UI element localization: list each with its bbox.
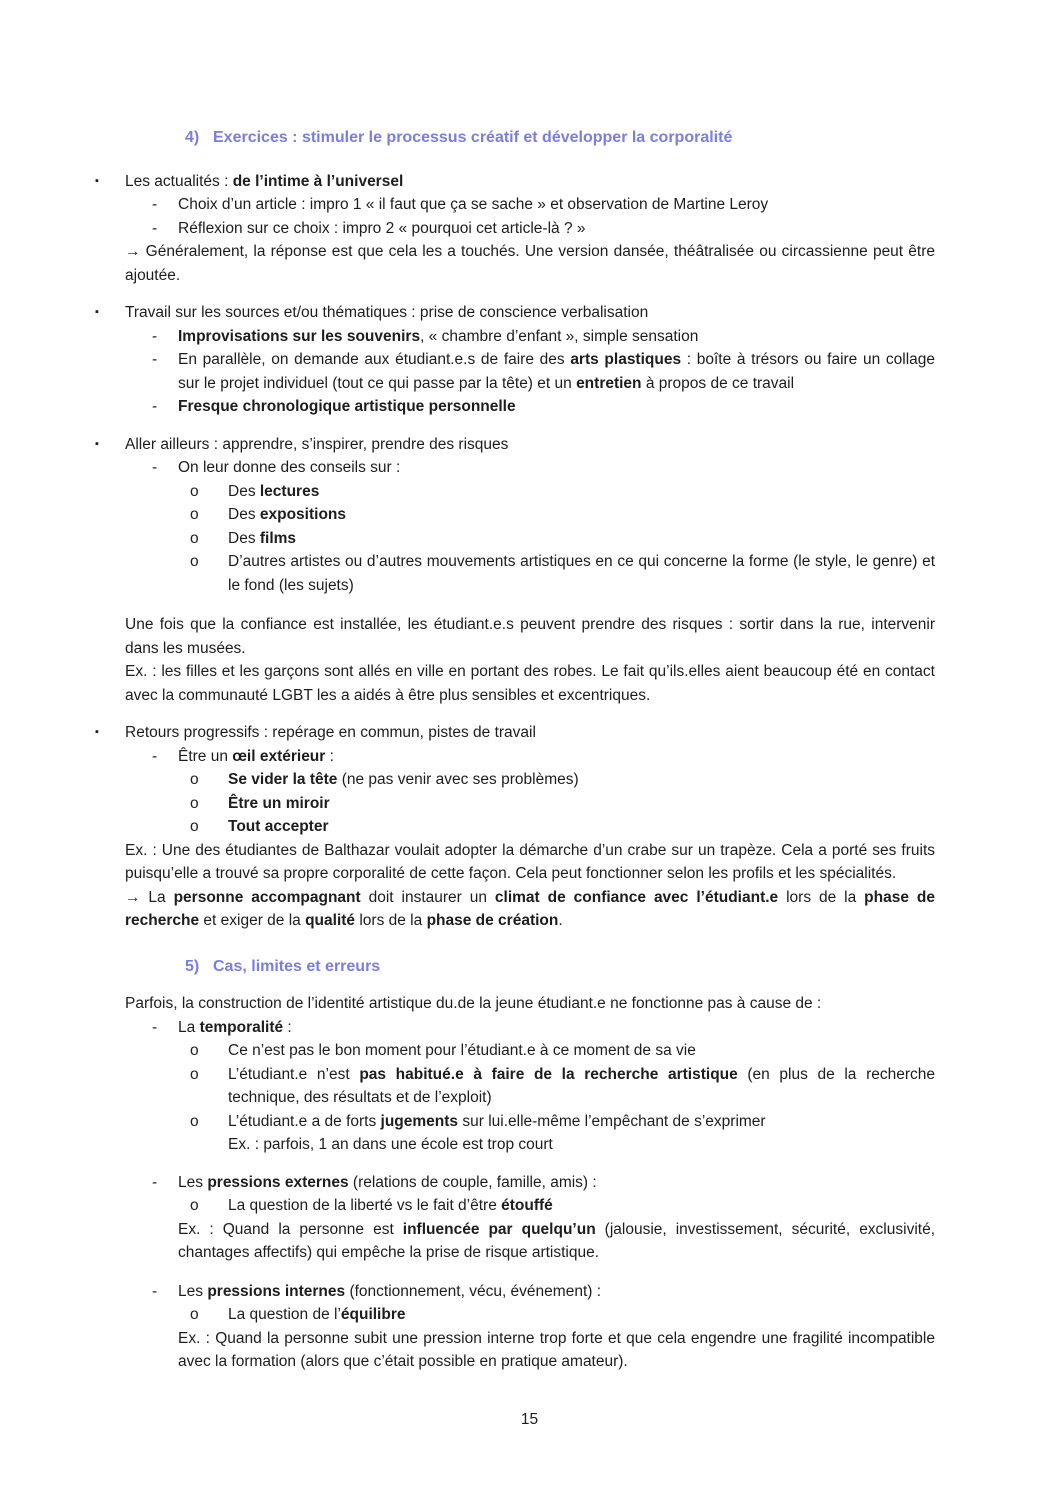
text: Choix d’un article : impro 1 « il faut que ça se sache » et observation de Martine Leroy [178,196,769,213]
paragraph [125,613,935,660]
arrow-paragraph [125,240,935,287]
text-content [178,395,935,419]
spacer [125,597,935,613]
text: Réflexion sur ce choix : impro 2 « pourquoi cet article-là ? » [178,219,586,237]
spacer [125,419,935,433]
text-content [228,503,935,527]
text: Ex. : Quand la personne subit une pression interne trop forte et que cela engendre une fragilité incompatible avec la formation (alors que c’était possible en pratique amateur). [178,1329,935,1370]
spacer [125,707,935,721]
bold-text: Tout accepter [228,818,329,835]
paragraph [228,1133,935,1157]
bold-text: Être un miroir [228,794,330,812]
text-content [228,768,935,792]
text: Aller ailleurs : apprendre, s’inspirer, prendre des risques [125,435,509,453]
text: La question de la liberté vs le fait d’être [228,1197,502,1214]
arrow-paragraph [125,886,935,933]
text-content [178,456,935,480]
paragraph [178,1327,935,1374]
list-item [190,1063,935,1110]
spacer [125,933,935,955]
bullet-marker: - [152,351,158,368]
text: Ex. : les filles et les garçons sont allés en ville en portant des robes. Le fait qu’ils.elles aient beaucoup été en contact avec la communauté LGBT les a aidés à être plus sensibles et excentriques. [125,663,935,704]
text: Travail sur les sources et/ou thématiques : prise de conscience verbalisation [125,304,649,321]
bullet-marker: - [152,196,158,213]
bullet-marker: o [190,794,199,812]
text: Les [178,1173,208,1191]
bold-text: jugements [380,1112,459,1130]
bold-text: Exercices : stimuler le processus créatif et développer la corporalité [213,129,733,146]
paragraph [178,1218,935,1265]
text-content [178,325,935,349]
list-item [95,721,935,745]
bold-text: films [259,529,297,547]
text: (fonctionnement, vécu, événement) : [345,1282,602,1300]
text: L’étudiant.e n’est [228,1065,360,1083]
bold-text: de l’intime à l’universel [232,172,404,190]
text: (relations de couple, famille, amis) : [348,1173,597,1191]
section-heading [185,955,935,979]
list-item [95,170,935,194]
bold-text: Se vider la tête [228,771,338,788]
paragraph [125,839,935,886]
text-content [125,433,935,457]
bold-text: lectures [259,482,320,500]
bullet-marker: o [190,553,199,570]
bullet-marker: - [152,327,158,345]
list-item [152,1016,935,1040]
text-content [125,170,935,194]
bullet-marker: - [152,747,158,765]
text-content [125,240,935,287]
list-item [95,433,935,457]
square-bullet-icon: ▪ [95,726,99,738]
text: Ex. : parfois, 1 an dans une école est trop court [228,1136,553,1153]
text: à propos de ce travail [641,374,795,392]
text-content [125,613,935,660]
text: doit instaurer un [360,888,495,906]
heading-number: 5) [185,957,200,975]
text: Des [228,529,260,547]
text: sur lui.elle-même l’empêchant de s’exprimer [458,1112,766,1130]
square-bullet-icon: ▪ [95,306,99,318]
bold-text: œil extérieur [232,747,326,765]
list-item [190,815,935,839]
list-item [152,1171,935,1195]
paragraph [125,660,935,707]
bullet-marker: - [152,459,158,476]
spacer [125,150,935,170]
bold-text: arts plastiques [570,351,682,368]
bullet-marker: - [152,1018,158,1036]
list-item [152,217,935,241]
text-content [228,1194,935,1218]
text: En parallèle, on demande aux étudiant.e.s de faire des [178,351,571,368]
list-item [152,395,935,419]
list-item [152,456,935,480]
spacer [125,287,935,301]
text: On leur donne des conseils sur : [178,459,401,476]
bullet-marker: - [152,1173,158,1191]
bold-text: phase de création [426,912,559,929]
bold-text: personne accompagnant [173,888,361,906]
text-content [125,839,935,886]
text-content [228,527,935,551]
text: lors de la [355,912,427,929]
bold-text: expositions [259,506,347,523]
bullet-marker: - [152,1282,158,1300]
text-content [213,955,935,979]
text-content [125,992,935,1016]
text-content [178,1327,935,1374]
spacer [125,1157,935,1171]
text: (ne pas venir avec ses problèmes) [337,771,579,788]
text-content [228,1063,935,1110]
bold-text: temporalité [199,1018,284,1036]
bold-text: influencée par quelqu’un [402,1220,596,1238]
text: , « chambre d’enfant », simple sensation [420,327,699,345]
text: Les actualités : [125,172,233,190]
text-content [178,1171,935,1195]
text: D’autres artistes ou d’autres mouvements artistiques en ce qui concerne la forme (le style, le genre) et le fond (les sujets) [228,553,935,594]
text: : [325,747,334,765]
text: : boîte à trésors ou faire un collage sur le projet individuel (tout ce qui passe par la tête) et un [178,351,935,392]
text: (jalousie, investissement, sécurité, exclusivité, chantages affectifs) qui empêche la prise de risque artistique. [178,1220,935,1261]
list-item [152,745,935,769]
heading-number: 4) [185,129,200,146]
text: . [558,912,563,929]
text: : [283,1018,292,1036]
text-content [125,886,935,933]
text-content [228,550,935,597]
text-content [228,792,935,816]
bold-text: qualité [305,912,356,929]
square-bullet-icon: ▪ [95,174,99,187]
list-item [190,1110,935,1134]
bullet-marker: o [190,1042,199,1059]
text: L’étudiant.e a de forts [228,1112,381,1130]
text: Ex. : Quand la personne est [178,1220,403,1238]
list-item [190,527,935,551]
section-heading [185,126,935,150]
text-content [228,1133,935,1157]
list-item [190,480,935,504]
text: et exiger de la [199,912,306,929]
list-item [190,792,935,816]
spacer [125,978,935,992]
text: La [178,1018,200,1036]
list-item [152,1280,935,1304]
text-content [178,1280,935,1304]
bullet-marker: o [190,529,199,547]
bold-text: Cas, limites et erreurs [213,957,381,975]
bold-text: entretien [576,374,642,392]
bold-text: pressions internes [207,1282,346,1300]
bold-text: pas habitué.e à faire de la recherche artistique [359,1065,738,1083]
bullet-marker: o [190,1197,199,1214]
text-content [178,1016,935,1040]
text-content [178,217,935,241]
bullet-marker: - [152,398,158,415]
text: Parfois, la construction de l’identité artistique du.de la jeune étudiant.e ne fonctionne pas à cause de : [125,995,822,1012]
text: Des [228,482,260,500]
document-body [95,126,935,1374]
text: Ce n’est pas le bon moment pour l’étudiant.e à ce moment de sa vie [228,1042,696,1059]
bullet-marker: - [152,219,158,237]
bold-text: Improvisations sur les souvenirs [178,327,421,345]
list-item [190,1194,935,1218]
bullet-marker: o [190,1306,199,1323]
paragraph [125,992,935,1016]
text: La question de l’ [228,1306,341,1323]
text-content [178,745,935,769]
bullet-marker: o [190,818,199,835]
bold-text: climat de confiance avec l’étudiant.e [494,888,779,906]
bold-text: équilibre [340,1306,406,1323]
text-content [125,721,935,745]
list-item [152,325,935,349]
text: → Généralement, la réponse est que cela les a touchés. Une version dansée, théâtralisée ou circassienne peut être ajoutée. [125,243,935,284]
text: Être un [178,747,233,765]
list-item [190,550,935,597]
text-content [228,480,935,504]
text: Les [178,1282,208,1300]
bullet-marker: o [190,1112,199,1130]
list-item [95,301,935,325]
list-item [190,503,935,527]
bold-text: pressions externes [207,1173,349,1191]
bullet-marker: o [190,482,199,500]
text: (en plus de la recherche technique, des résultats et de l’exploit) [228,1065,935,1106]
bold-text: phase de recherche [125,888,935,929]
square-bullet-icon: ▪ [95,437,99,450]
text-content [125,301,935,325]
bullet-marker: o [190,1065,199,1083]
text-content [228,1110,935,1134]
text-content [213,126,935,150]
text: → La [125,888,174,906]
text: Une fois que la confiance est installée, les étudiant.e.s peuvent prendre des risques : sortir dans la rue, intervenir dans les musées. [125,616,935,657]
list-item [152,193,935,217]
text-content [228,1039,935,1063]
list-item [152,348,935,395]
text: Des [228,506,260,523]
text-content [178,1218,935,1265]
text: Retours progressifs : repérage en commun, pistes de travail [125,724,536,741]
spacer [125,1265,935,1280]
text-content [178,193,935,217]
bold-text: Fresque chronologique artistique personnelle [178,398,516,415]
text-content [228,815,935,839]
list-item [190,1039,935,1063]
page-number: 15 [520,1411,539,1428]
text: Ex. : Une des étudiantes de Balthazar voulait adopter la démarche d’un crabe sur un trapèze. Cela a porté ses fruits puisqu’elle a trouvé sa propre corporalité de cette façon. Cela peut fonctionner selon les profils et les spécialités. [125,841,935,882]
list-item [190,1303,935,1327]
list-item [190,768,935,792]
text-content [228,1303,935,1327]
text-content [125,660,935,707]
bullet-marker: o [190,506,199,523]
bold-text: étouffé [501,1197,553,1214]
text: lors de la [778,888,865,906]
bullet-marker: o [190,771,199,788]
text-content [178,348,935,395]
